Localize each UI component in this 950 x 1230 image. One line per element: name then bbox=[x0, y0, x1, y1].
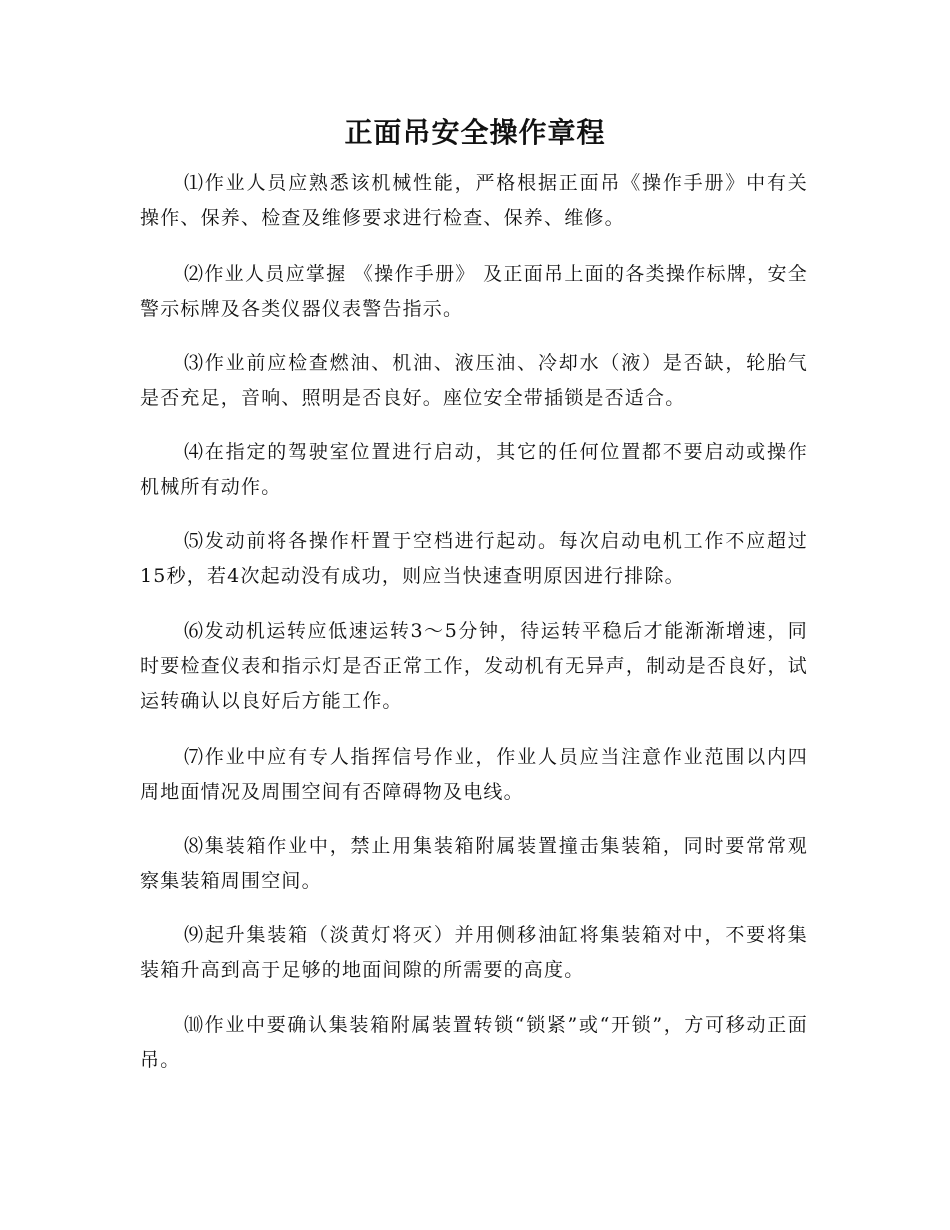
paragraph-5: ⑸发动前将各操作杆置于空档进行起动。每次启动电机工作不应超过15秒，若4次起动没有成功，则应当快速查明原因进行排除。 bbox=[140, 530, 808, 587]
paragraph-9: ⑼起升集装箱（淡黄灯将灭）并用侧移油缸将集装箱对中，不要将集装箱升高到高于足够的地面间隙的所需要的高度。 bbox=[140, 924, 808, 981]
document-title: 正面吊安全操作章程 bbox=[344, 116, 606, 149]
paragraph-4: ⑷在指定的驾驶室位置进行启动，其它的任何位置都不要启动或操作机械所有动作。 bbox=[140, 441, 808, 498]
paragraph-2: ⑵作业人员应掌握 《操作手册》 及正面吊上面的各类操作标牌，安全警示标牌及各类仪器仪表警告指示。 bbox=[140, 263, 808, 320]
paragraph-10: ⑽作业中要确认集装箱附属装置转锁“锁紧”或“开锁”，方可移动正面吊。 bbox=[140, 1014, 808, 1071]
paragraph-3: ⑶作业前应检查燃油、机油、液压油、冷却水（液）是否缺，轮胎气是否充足，音响、照明是否良好。座位安全带插锁是否适合。 bbox=[140, 352, 808, 409]
paragraph-1: ⑴作业人员应熟悉该机械性能，严格根据正面吊《操作手册》中有关操作、保养、检查及维修要求进行检查、保养、维修。 bbox=[140, 172, 808, 229]
paragraph-6: ⑹发动机运转应低速运转3～5分钟，待运转平稳后才能渐渐增速，同时要检查仪表和指示灯是否正常工作，发动机有无异声，制动是否良好，试运转确认以良好后方能工作。 bbox=[140, 620, 808, 712]
paragraph-7: ⑺作业中应有专人指挥信号作业，作业人员应当注意作业范围以内四周地面情况及周围空间有否障碍物及电线。 bbox=[140, 746, 808, 803]
paragraph-8: ⑻集装箱作业中，禁止用集装箱附属装置撞击集装箱，同时要常常观察集装箱周围空间。 bbox=[140, 835, 808, 892]
